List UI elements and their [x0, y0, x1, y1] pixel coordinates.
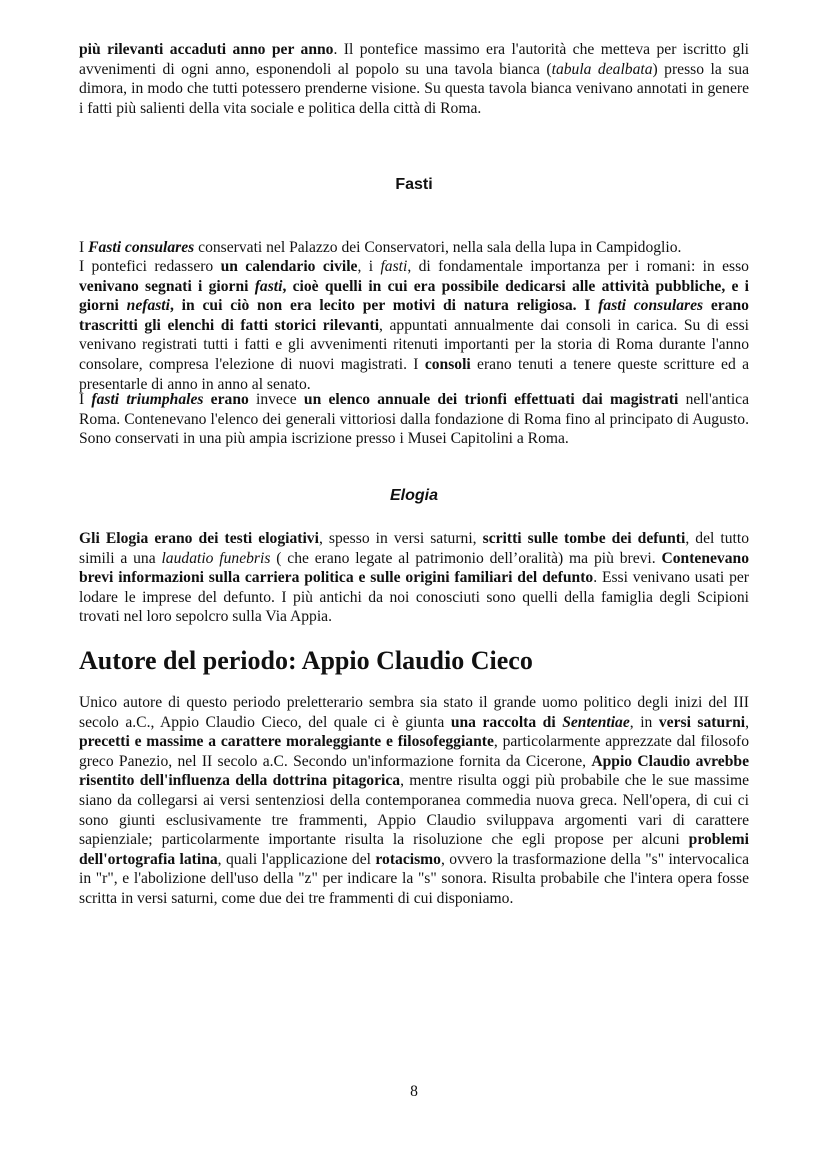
text-run: invece: [248, 391, 304, 408]
text-run: nell'antica Roma. Contenevano l'elenco dei generali vittoriosi dalla fondazione di Roma fino al principato di Augusto. Sono conservati in una più ampia iscrizione presso i Musei Capitolini a Roma.: [79, 391, 750, 448]
text-run: Appio Claudio avrebbe risentito dell'influenza della dottrina pitagorica: [79, 752, 749, 790]
text-run: fasti: [380, 258, 408, 275]
text-run: laudatio funebris: [161, 549, 271, 567]
fasti-paragraph-3: [79, 390, 749, 449]
text-run: Unico autore di questo periodo preletterario sembra sia stato il grande uomo politico degli inizi del III secolo a.C., Appio Claudio Cieco, del quale ci è giunta: [79, 694, 749, 731]
text-run: scritti sulle tombe dei defunti: [482, 530, 686, 547]
intro-paragraph: [79, 40, 749, 118]
text-run: , cioè quelli in cui era possibile dedicarsi alle attività pubbliche, e i giorni: [79, 277, 749, 315]
fasti-paragraph-2: [79, 257, 749, 394]
text-run: tabula dealbata: [551, 60, 653, 78]
text-run: fasti triumphales: [91, 391, 204, 408]
text-run: ) presso la sua dimora, in modo che tutti potessero prenderne visione. Su questa tavola bianca venivano annotati in genere i fatti più salienti della vita sociale e politica della città di Roma.: [79, 60, 750, 117]
text-run: , quali l'applicazione del: [217, 850, 376, 868]
text-run: Contenevano brevi informazioni sulla carriera politica e sulle origini familiari del defunto: [79, 549, 749, 587]
text-run: nefasti: [126, 297, 170, 315]
text-run: fasti consulares: [598, 297, 704, 315]
section-heading-autore: Autore del periodo: Appio Claudio Cieco: [79, 646, 533, 675]
text-run: , spesso in versi saturni,: [318, 530, 483, 547]
text-run: problemi dell'ortografia latina: [79, 831, 749, 868]
text-run: , del tutto simili a una: [79, 530, 749, 567]
autore-paragraph: [79, 693, 749, 909]
text-run: I pontefici redassero: [79, 258, 221, 275]
text-run: Fasti consulares: [88, 239, 195, 256]
text-run: una raccolta di: [450, 713, 563, 731]
text-run: , in: [629, 713, 659, 731]
text-run: , mentre risulta oggi più probabile che le sue massime siano da collegarsi ai versi sentenziosi della contemporanea commedia nuova greca. Nell'opera, di cui ci sono giunti esclusivamente tre frammenti, Appio Claudio sviluppava argomenti vari di carattere sapienziale; particolarmente importante risulta la risoluzione che egli propose per alcuni: [79, 772, 749, 849]
text-run: . Il pontefice massimo era l'autorità che metteva per iscritto gli avvenimenti di ogni anno, esponendoli al popolo su una tavola bianca (: [79, 41, 749, 78]
text-run: , appuntati annualmente dai consoli in carica. Su di essi venivano registrati tutti i fatti e gli avvenimenti ritenuti importanti per la storia di Roma durante l'anno consolare, compresa l'elezione di nuovi magistrati. I: [79, 316, 749, 373]
text-run: più rilevanti accaduti anno per anno: [79, 41, 334, 58]
text-run: conservati nel Palazzo dei Conservatori, nella sala della lupa in Campidoglio.: [194, 239, 682, 256]
section-heading-fasti: Fasti: [395, 176, 433, 193]
text-run: , ovvero la trasformazione della "s" intervocalica in "r", e l'abolizione dell'uso della "z" per indicare la "s" sonora. Risulta probabile che l'intera opera fosse scritta in versi saturni, come due dei tre frammenti di cui disponiamo.: [79, 850, 749, 907]
text-run: Sententiae: [562, 713, 630, 731]
text-run: erano trascritti gli elenchi di fatti storici rilevanti: [79, 297, 749, 334]
elogia-paragraph: [79, 529, 749, 627]
text-run: versi saturni: [658, 713, 746, 731]
text-run: venivano segnati i giorni: [79, 277, 255, 295]
page-number: 8: [410, 1083, 418, 1100]
text-run: fasti: [254, 277, 283, 295]
text-run: precetti e massime a carattere moraleggiante e filosofeggiante: [79, 733, 494, 751]
text-run: , in cui ciò non era lecito per motivi di natura religiosa. I: [169, 297, 599, 315]
text-run: consoli: [424, 355, 471, 373]
text-run: I: [79, 391, 92, 408]
text-run: I: [79, 239, 89, 256]
text-run: un calendario civile: [220, 258, 358, 275]
text-run: erano: [203, 391, 249, 408]
text-run: , i: [357, 258, 381, 275]
text-run: rotacismo: [375, 850, 441, 868]
fasti-paragraph-1: [79, 238, 749, 258]
text-run: erano tenuti a tenere queste scritture ed a presentarle di anno in anno al senato.: [79, 355, 749, 393]
section-heading-elogia: Elogia: [389, 487, 438, 504]
text-run: ( che erano legate al patrimonio dell’oralità) ma più brevi.: [270, 549, 662, 567]
text-run: . Essi venivano usati per lodare le imprese del defunto. I più antichi da noi conosciuti sono quelli della famiglia degli Scipioni trovati nel loro sepolcro sulla Via Appia.: [79, 569, 749, 626]
text-run: , particolarmente apprezzate dal filosofo greco Panezio, nel II secolo a.C. Secondo un'informazione fornita da Cicerone,: [79, 733, 749, 770]
text-run: , di fondamentale importanza per i romani: in esso: [407, 258, 749, 275]
text-run: Gli Elogia erano dei testi elogiativi: [79, 530, 319, 547]
text-run: ,: [745, 713, 749, 731]
text-run: un elenco annuale dei trionfi effettuati dai magistrati: [303, 391, 679, 408]
